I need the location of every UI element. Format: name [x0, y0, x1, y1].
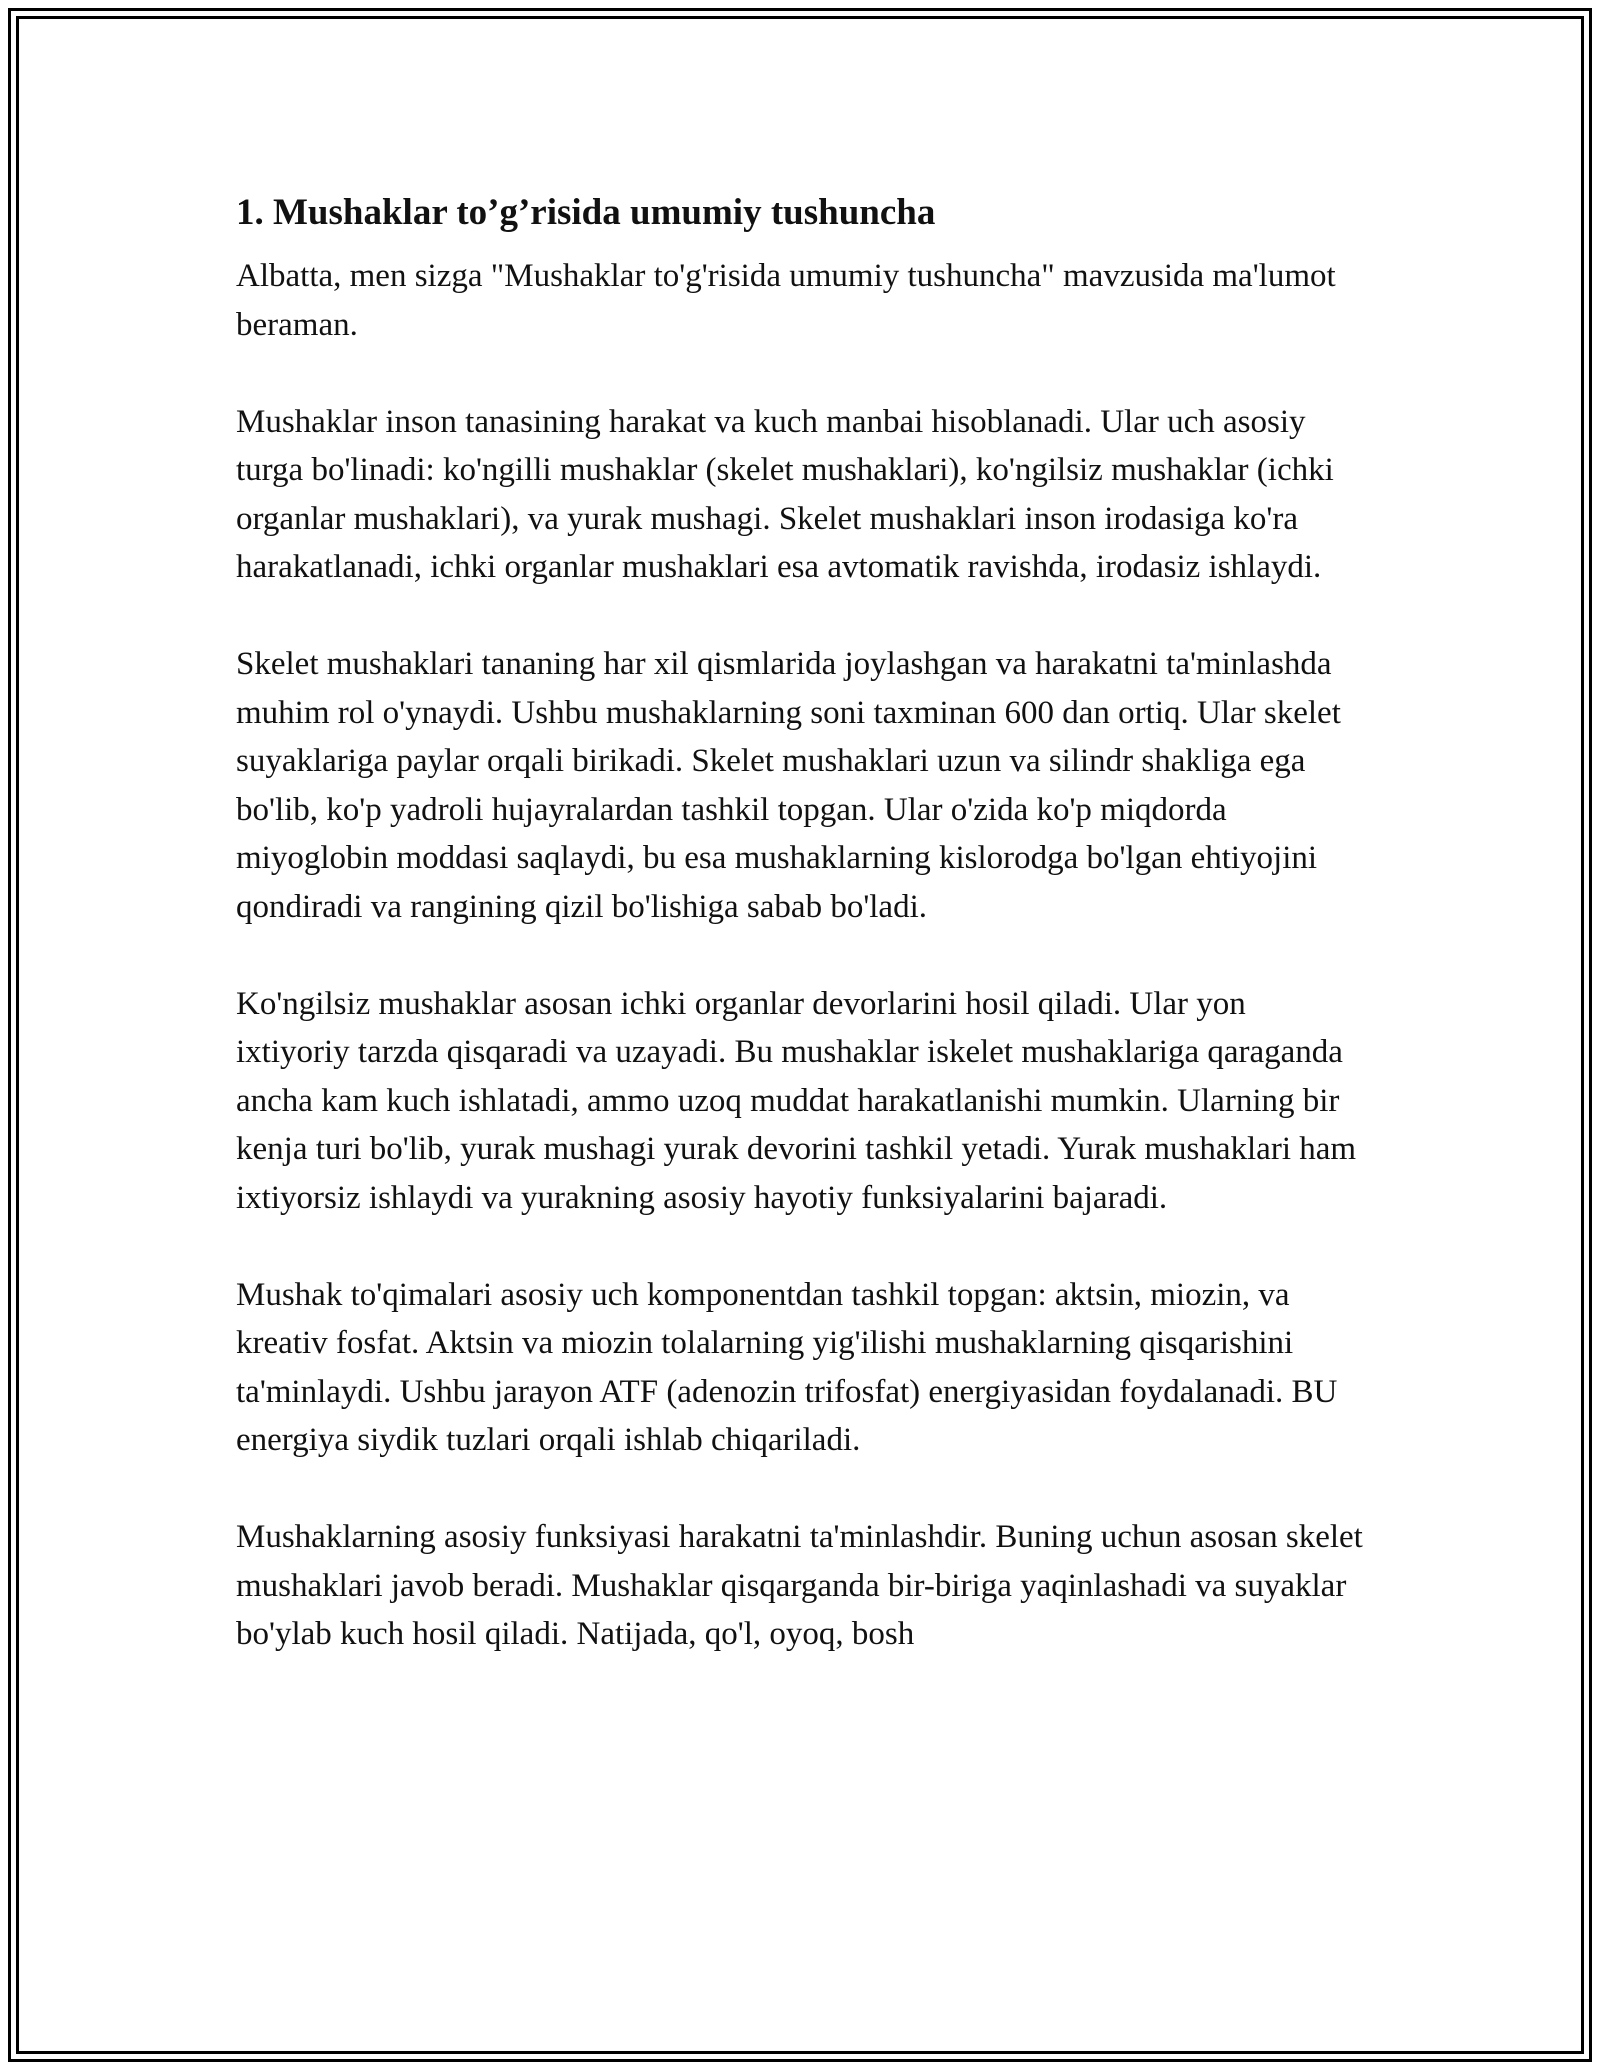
- paragraph-skeletal-muscles: Skelet mushaklari tananing har xil qismlarida joylashgan va harakatni ta'minlashda muhim rol o'ynaydi. Ushbu mushaklarning soni taxminan 600 dan ortiq. Ular skelet suyaklariga paylar orqali birikadi. Skelet mushaklari uzun va silindr shakliga ega bo'lib, ko'p yadroli hujayralardan tashkil topgan. Ular o'zida ko'p miqdorda miyoglobin moddasi saqlaydi, bu esa mushaklarning kislorodga bo'lgan ehtiyojini qondiradi va rangining qizil bo'lishiga sabab bo'ladi.: [236, 646, 1341, 925]
- paragraph-muscle-function: Mushaklarning asosiy funksiyasi harakatni ta'minlashdir. Buning uchun asosan skelet mushaklari javob beradi. Mushaklar qisqarganda bir-biriga yaqinlashadi va suyaklar bo'ylab kuch hosil qiladi. Natijada, qo'l, oyoq, bosh: [236, 1519, 1363, 1652]
- paragraph-intro: Albatta, men sizga "Mushaklar to'g'risida umumiy tushuncha" mavzusida ma'lumot beraman.: [236, 258, 1336, 343]
- section-heading: 1. Mushaklar to’g’risida umumiy tushuncha: [236, 192, 936, 233]
- paragraph-involuntary-muscles: Ko'ngilsiz mushaklar asosan ichki organlar devorlarini hosil qiladi. Ular yon ixtiyoriy tarzda qisqaradi va uzayadi. Bu mushaklar iskelet mushaklariga qaraganda ancha kam kuch ishlatadi, ammo uzoq muddat harakatlanishi mumkin. Ularning bir kenja turi bo'lib, yurak mushagi yurak devorini tashkil yetadi. Yurak mushaklari ham ixtiyorsiz ishlaydi va yurakning asosiy hayotiy funksiyalarini bajaradi.: [236, 985, 1357, 1216]
- paragraph-muscle-types: Mushaklar inson tanasining harakat va kuch manbai hisoblanadi. Ular uch asosiy turga bo'linadi: ko'ngilli mushaklar (skelet mushaklari), ko'ngilsiz mushaklar (ichki organlar mushaklari), va yurak mushagi. Skelet mushaklari inson irodasiga ko'ra harakatlanadi, ichki organlar mushaklari esa avtomatik ravishda, irodasiz ishlaydi.: [236, 403, 1334, 585]
- paragraph-muscle-tissue: Mushak to'qimalari asosiy uch komponentdan tashkil topgan: aktsin, miozin, va kreativ fosfat. Aktsin va miozin tolalarning yig'ilishi mushaklarning qisqarishini ta'minlaydi. Ushbu jarayon ATF (adenozin trifosfat) energiyasidan foydalanadi. BU energiya siydik tuzlari orqali ishlab chiqariladi.: [236, 1276, 1338, 1458]
- document-body: [236, 186, 1366, 1659]
